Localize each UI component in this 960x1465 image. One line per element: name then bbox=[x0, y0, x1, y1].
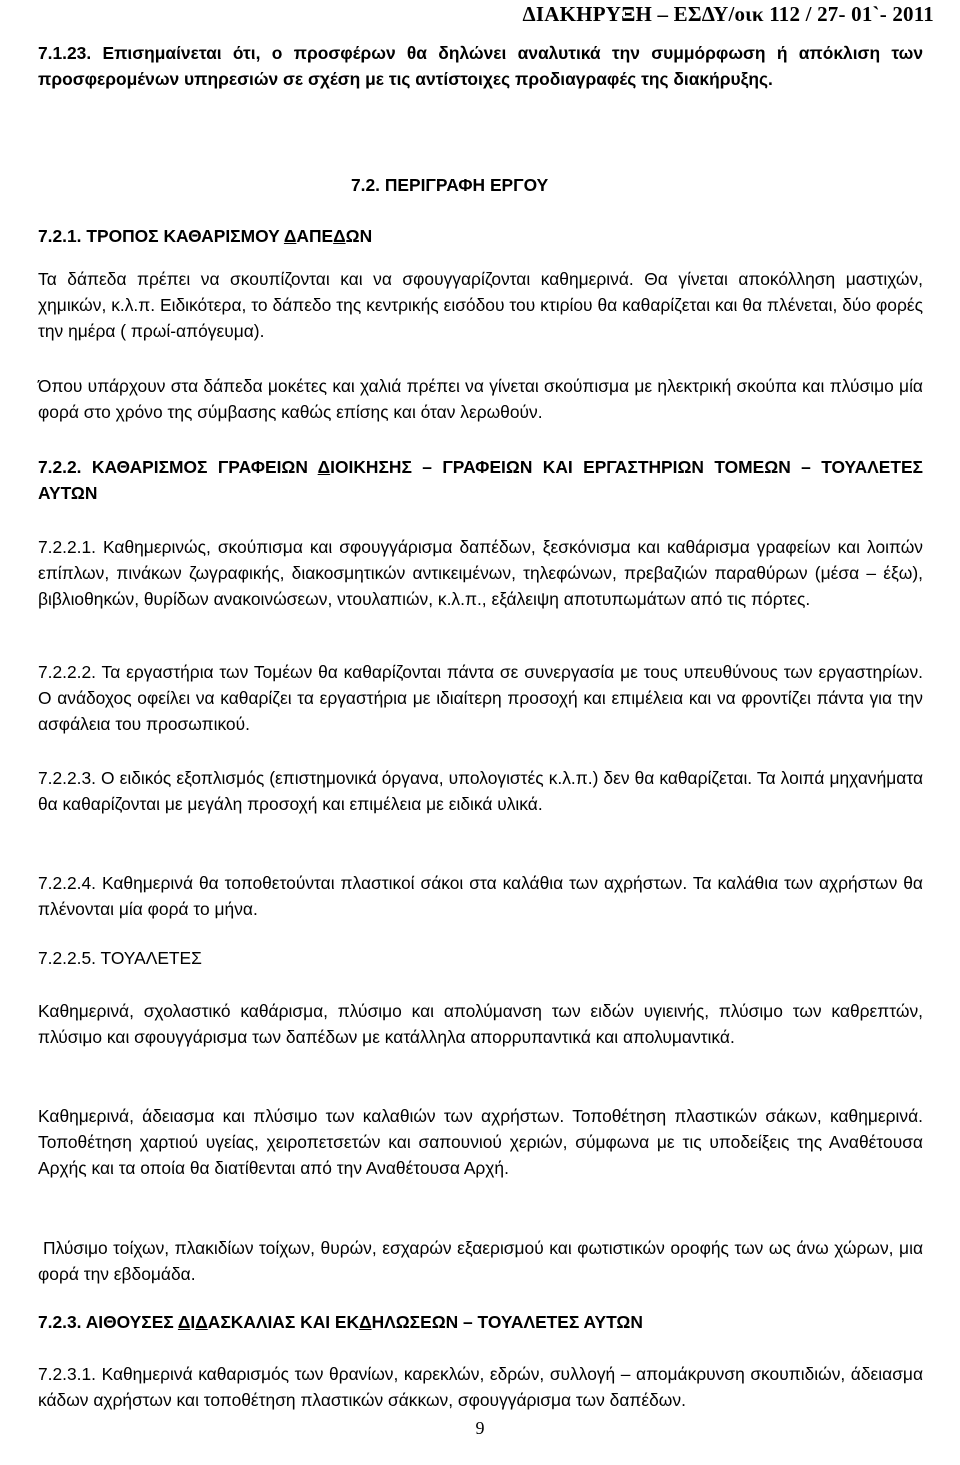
section-heading-7-2-2 bbox=[38, 454, 923, 506]
paragraph-7-2-2-1: 7.2.2.1. Καθημερινώς, σκούπισμα και σφουγγάρισμα δαπέδων, ξεσκόνισμα και καθάρισμα γραφείων και λοιπών επίπλων, πινάκων ζωγραφικής, διακοσμητικών αντικειμένων, τηλεφώνων, πρεβαζιών παραθύρων (μέσα – έξω), βιβλιοθηκών, θυρίδων ανακοινώσεων, ντουλαπιών, κ.λ.π., εξάλειψη αποτυπωμάτων από τις πόρτες. bbox=[38, 537, 923, 609]
heading-underlined-letter: Δ bbox=[177, 1312, 191, 1332]
paragraph-text: Επισημαίνεται ότι, ο προσφέρων θα δηλώνει αναλυτικά την συμμόρφωση ή απόκλιση των προσφερομένων υπηρεσιών σε σχέση με τις αντίστοιχες προδιαγραφές της διακήρυξης. bbox=[38, 43, 923, 89]
paragraph-carpets: Όπου υπάρχουν στα δάπεδα μοκέτες και χαλιά πρέπει να γίνεται σκούπισμα με ηλεκτρική σκούπα και πλύσιμο μία φορά στο χρόνο της σύμβασης καθώς επίσης και όταν λερωθούν. bbox=[38, 376, 923, 422]
heading-underlined-letter: Δ bbox=[333, 226, 346, 246]
section-heading-7-2: 7.2. ΠΕΡΙΓΡΑΦΗ ΕΡΓΟΥ bbox=[351, 175, 549, 195]
heading-part: ΗΛΩΣΕΩΝ – ΤΟΥΑΛΕΤΕΣ ΑΥΤΩΝ bbox=[371, 1312, 643, 1332]
heading-part: ΩΝ bbox=[345, 226, 373, 246]
page-number: 9 bbox=[475, 1418, 485, 1438]
heading-part: Ι bbox=[190, 1312, 196, 1332]
paragraph-7-1-23 bbox=[38, 40, 923, 92]
paragraph-7-2-2-4: 7.2.2.4. Καθημερινά θα τοποθετούνται πλαστικοί σάκοι στα καλάθια των αχρήστων. Τα καλάθια των αχρήστων θα πλένονται μία φορά το μήνα. bbox=[38, 873, 923, 919]
paragraph-7-2-2-5: 7.2.2.5. ΤΟΥΑΛΕΤΕΣ bbox=[38, 948, 202, 968]
heading-underlined-letter: Δ bbox=[317, 457, 331, 477]
paragraph-floors: Τα δάπεδα πρέπει να σκουπίζονται και να σφουγγαρίζονται καθημερινά. Θα γίνεται αποκόλληση μαστιχών, χημικών, κ.λ.π. Ειδικότερα, το δάπεδο της κεντρικής εισόδου του κτιρίου θα καθαρίζεται και θα πλένεται, δύο φορές την ημέρα ( πρωί-απόγευμα). bbox=[38, 269, 923, 341]
paragraph-number: 7.1.23. bbox=[38, 43, 92, 63]
heading-part: 7.2.3. ΑΙΘΟΥΣΕΣ bbox=[38, 1312, 178, 1332]
paragraph-7-2-2-3: 7.2.2.3. Ο ειδικός εξοπλισμός (επιστημονικά όργανα, υπολογιστές κ.λ.π.) δεν θα καθαρίζεται. Τα λοιπά μηχανήματα θα καθαρίζονται με μεγάλη προσοχή και επιμέλεια με ειδικά υλικά. bbox=[38, 768, 923, 814]
heading-part: ΙΟΙΚΗΣΗΣ – ΓΡΑΦΕΙΩΝ ΚΑΙ ΕΡΓΑΣΤΗΡΙΩΝ ΤΟΜΕΩΝ – ΤΟΥΑΛΕΤΕΣ ΑΥΤΩΝ bbox=[38, 457, 923, 503]
heading-part: 7.2.2. ΚΑΘΑΡΙΣΜΟΣ ΓΡΑΦΕΙΩΝ bbox=[38, 457, 318, 477]
heading-part: ΑΠΕ bbox=[296, 226, 334, 246]
paragraph-toilets-2: Καθημερινά, άδειασμα και πλύσιμο των καλαθιών των αχρήστων. Τοποθέτηση πλαστικών σάκων, καθημερινά. Τοποθέτηση χαρτιού υγείας, χειροπετσετών και σαπουνιού χεριών, σύμφωνα με τις υποδείξεις της Αναθέτουσα Αρχής και τα οποία θα διατίθενται από την Αναθέτουσα Αρχή. bbox=[38, 1106, 923, 1178]
heading-underlined-letter: Δ bbox=[195, 1312, 208, 1332]
paragraph-7-2-3-1: 7.2.3.1. Καθημερινά καθαρισμός των θρανίων, καρεκλών, εδρών, συλλογή – απομάκρυνση σκουπιδιών, άδειασμα κάδων αχρήστων και τοποθέτηση πλαστικών σάκκων, σφουγγάρισμα των δαπέδων. bbox=[38, 1364, 923, 1410]
paragraph-toilets-1: Καθημερινά, σχολαστικό καθάρισμα, πλύσιμο και απολύμανση των ειδών υγιεινής, πλύσιμο των καθρεπτών, πλύσιμο και σφουγγάρισμα των δαπέδων με κατάλληλα απορρυπαντικά και απολυμαντικά. bbox=[38, 1001, 923, 1047]
document-header: ΔΙΑΚΗΡΥΞΗ – ΕΣΔΥ/οικ 112 / 27- 01`- 2011 bbox=[522, 2, 934, 26]
heading-part: 7.2.1. ΤΡΟΠΟΣ ΚΑΘΑΡΙΣΜΟΥ bbox=[38, 226, 284, 246]
section-heading-7-2-1 bbox=[38, 223, 372, 249]
paragraph-toilets-3: Πλύσιμο τοίχων, πλακιδίων τοίχων, θυρών, εσχαρών εξαερισμού και φωτιστικών οροφής των ως άνω χώρων, μια φορά την εβδομάδα. bbox=[38, 1238, 923, 1284]
heading-underlined-letter: Δ bbox=[359, 1312, 372, 1332]
heading-part: ΑΣΚΑΛΙΑΣ ΚΑΙ ΕΚ bbox=[207, 1312, 360, 1332]
heading-underlined-letter: Δ bbox=[283, 226, 297, 246]
section-heading-7-2-3 bbox=[38, 1309, 643, 1335]
paragraph-7-2-2-2: 7.2.2.2. Τα εργαστήρια των Τομέων θα καθαρίζονται πάντα σε συνεργασία με τους υπευθύνους των εργαστηρίων. Ο ανάδοχος οφείλει να καθαρίζει τα εργαστήρια με ιδιαίτερη προσοχή και επιμέλεια και να φροντίζει πάντα για την ασφάλεια του προσωπικού. bbox=[38, 662, 923, 734]
